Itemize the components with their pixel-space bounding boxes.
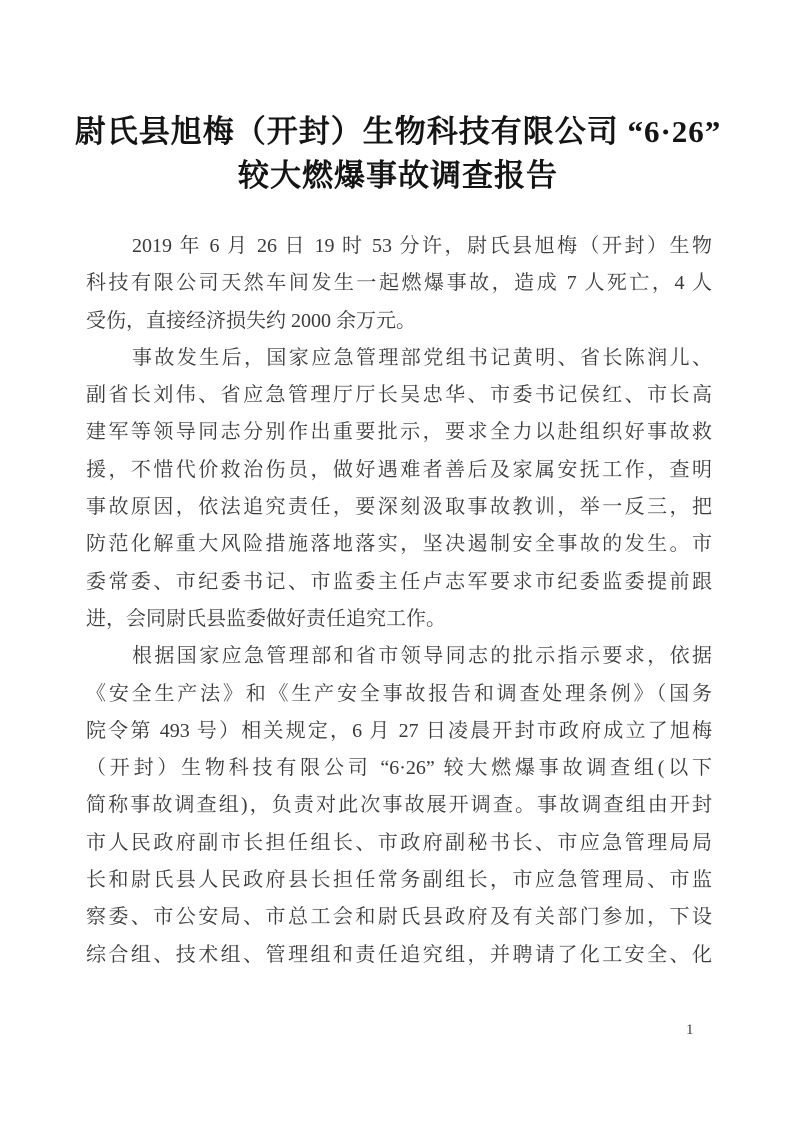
paragraph-leaders-response: [86, 340, 712, 638]
text-line: 察委、市公安局、市总工会和尉氏县政府及有关部门参加，下设: [86, 906, 712, 929]
text-line: 事故发生后，国家应急管理部党组书记黄明、省长陈润儿、: [132, 346, 712, 369]
text-line: 长和尉氏县人民政府县长担任常务副组长，市应急管理局、市监: [86, 869, 712, 892]
text-line: 援，不惜代价救治伤员，做好遇难者善后及家属安抚工作，查明: [86, 458, 712, 481]
text-line: 根据国家应急管理部和省市领导同志的批示指示要求，依据: [132, 645, 712, 668]
text-line: 综合组、技术组、管理组和责任追究组，并聘请了化工安全、化: [86, 943, 712, 966]
text-line: 进，会同尉氏县监委做好责任追究工作。: [86, 607, 446, 630]
report-title-line-2: 较大燃爆事故调查报告: [238, 158, 558, 193]
text-line: 院令第 493 号）相关规定，6 月 27 日凌晨开封市政府成立了旭梅: [86, 719, 712, 742]
text-line: 市人民政府副市长担任组长、市政府副秘书长、市应急管理局局: [86, 831, 712, 854]
text-line: 简称事故调查组)，负责对此次事故展开调查。事故调查组由开封: [86, 794, 712, 817]
text-line: 副省长刘伟、省应急管理厅厅长吴忠华、市委书记侯红、市长高: [86, 384, 712, 407]
text-line: 事故原因，依法追究责任，要深刻汲取事故教训，举一反三，把: [86, 496, 712, 519]
report-title: [40, 110, 756, 198]
text-line: （开封）生物科技有限公司 “6·26” 较大燃爆事故调查组(以下: [86, 757, 712, 780]
report-title-line-1: 尉氏县旭梅（开封）生物科技有限公司 “6·26”: [74, 114, 722, 149]
text-line: 受伤，直接经济损失约 2000 余万元。: [86, 309, 416, 332]
text-line: 委常委、市纪委书记、市监委主任卢志军要求市纪委监委提前跟: [86, 570, 712, 593]
page-number: 1: [686, 1022, 694, 1038]
text-line: 建军等领导同志分别作出重要批示，要求全力以赴组织好事故救: [86, 421, 712, 444]
text-line: 2019 年 6 月 26 日 19 时 53 分许，尉氏县旭梅（开封）生物: [132, 235, 712, 257]
paragraph-investigation-team: [86, 638, 712, 974]
report-body: [86, 228, 712, 974]
paragraph-intro: [86, 228, 712, 340]
text-line: 防范化解重大风险措施落地落实，坚决遏制安全事故的发生。市: [86, 533, 712, 556]
text-line: 科技有限公司天然车间发生一起燃爆事故，造成 7 人死亡，4 人: [86, 272, 712, 295]
text-line: 《安全生产法》和《生产安全事故报告和调查处理条例》（国务: [86, 682, 712, 705]
